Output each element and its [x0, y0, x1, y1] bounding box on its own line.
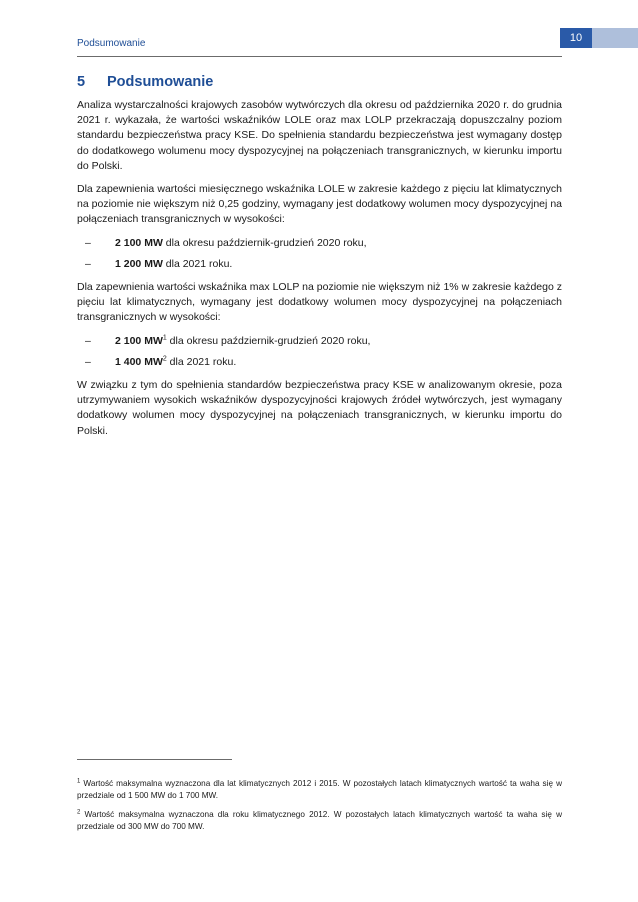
- volume-value: 1 400 MW: [115, 355, 163, 368]
- volume-value: 2 100 MW: [115, 236, 163, 249]
- dash-bullet: –: [85, 334, 91, 347]
- paragraph-2: Dla zapewnienia wartości miesięcznego wskaźnika LOLE w zakresie każdego z pięciu lat klimatycznych na poziomie nie większym niż 0,25 godziny, wymagany jest dodatkowy wolumen mocy dyspozycyjnej na połączeniach transgranicznych w wysokości:: [77, 183, 562, 226]
- footnote-divider: [77, 759, 232, 760]
- volume-period: dla okresu październik-grudzień 2020 roku,: [166, 334, 371, 347]
- paragraph-4: W związku z tym do spełnienia standardów bezpieczeństwa pracy KSE w analizowanym okresie, poza utrzymywaniem wysokich wskaźników dyspozycyjności krajowych źródeł wytwórczych, jest wymagany dodatkowy wolumen mocy dyspozycyjnej na połączeniach transgranicznych, w kierunku importu do Polski.: [77, 379, 562, 437]
- volume-period: dla 2021 roku.: [166, 355, 237, 368]
- dash-bullet: –: [85, 236, 91, 249]
- footnotes: [77, 778, 562, 840]
- volume-value: 1 200 MW: [115, 257, 163, 270]
- page-number: 10: [560, 28, 592, 48]
- paragraph-1: Analiza wystarczalności krajowych zasobów wytwórczych dla okresu od października 2020 r. do grudnia 2021 r. wykazała, że wartości wskaźników LOLE oraz max LOLP przekraczają dopuszczalny poziom standardu bezpieczeństwa pracy KSE. Do spełnienia standardu bezpieczeństwa jest wymagany dostęp do dodatkowego wolumenu mocy dyspozycyjnej na połączeniach transgranicznych, w kierunku importu do Polski.: [77, 99, 562, 172]
- volume-value: 2 100 MW: [115, 334, 163, 347]
- header-divider: [77, 56, 562, 57]
- section-title: Podsumowanie: [107, 74, 214, 90]
- running-header: Podsumowanie: [77, 38, 146, 49]
- footnote-ref: 2: [162, 355, 167, 363]
- paragraph-3: Dla zapewnienia wartości wskaźnika max LOLP na poziomie nie większym niż 1% w zakresie każdego z pięciu lat klimatycznych, wymagany jest dodatkowy wolumen mocy dyspozycyjnej na połączeniach transgranicznych w wysokości:: [77, 281, 562, 324]
- lole-volume-list: [77, 236, 562, 272]
- section-heading: [77, 74, 562, 90]
- footnote-text: Wartość maksymalna wyznaczona dla roku klimatycznego 2012. W pozostałych latach klimatycznych wartość ta waha się w przedziale od 300 MW do 700 MW.: [77, 810, 562, 831]
- list-item: [77, 355, 562, 370]
- list-item: [77, 257, 562, 272]
- dash-bullet: –: [85, 257, 91, 270]
- main-content: [77, 74, 562, 447]
- footnote-ref: 1: [162, 334, 167, 342]
- lolp-volume-list: [77, 334, 562, 370]
- footnote-number: 1: [77, 778, 81, 785]
- volume-period: dla 2021 roku.: [162, 257, 233, 270]
- footnote-number: 2: [77, 809, 81, 816]
- footnote-text: Wartość maksymalna wyznaczona dla lat klimatycznych 2012 i 2015. W pozostałych latach klimatycznych wartość ta waha się w przedziale od 1 500 MW do 1 700 MW.: [77, 779, 562, 800]
- dash-bullet: –: [85, 355, 91, 368]
- list-item: [77, 236, 562, 251]
- section-number: 5: [77, 74, 86, 90]
- footnote-1: [77, 778, 562, 802]
- volume-period: dla okresu październik-grudzień 2020 roku,: [162, 236, 367, 249]
- page-number-accent-strip: [592, 28, 638, 48]
- list-item: [77, 334, 562, 349]
- footnote-2: [77, 809, 562, 833]
